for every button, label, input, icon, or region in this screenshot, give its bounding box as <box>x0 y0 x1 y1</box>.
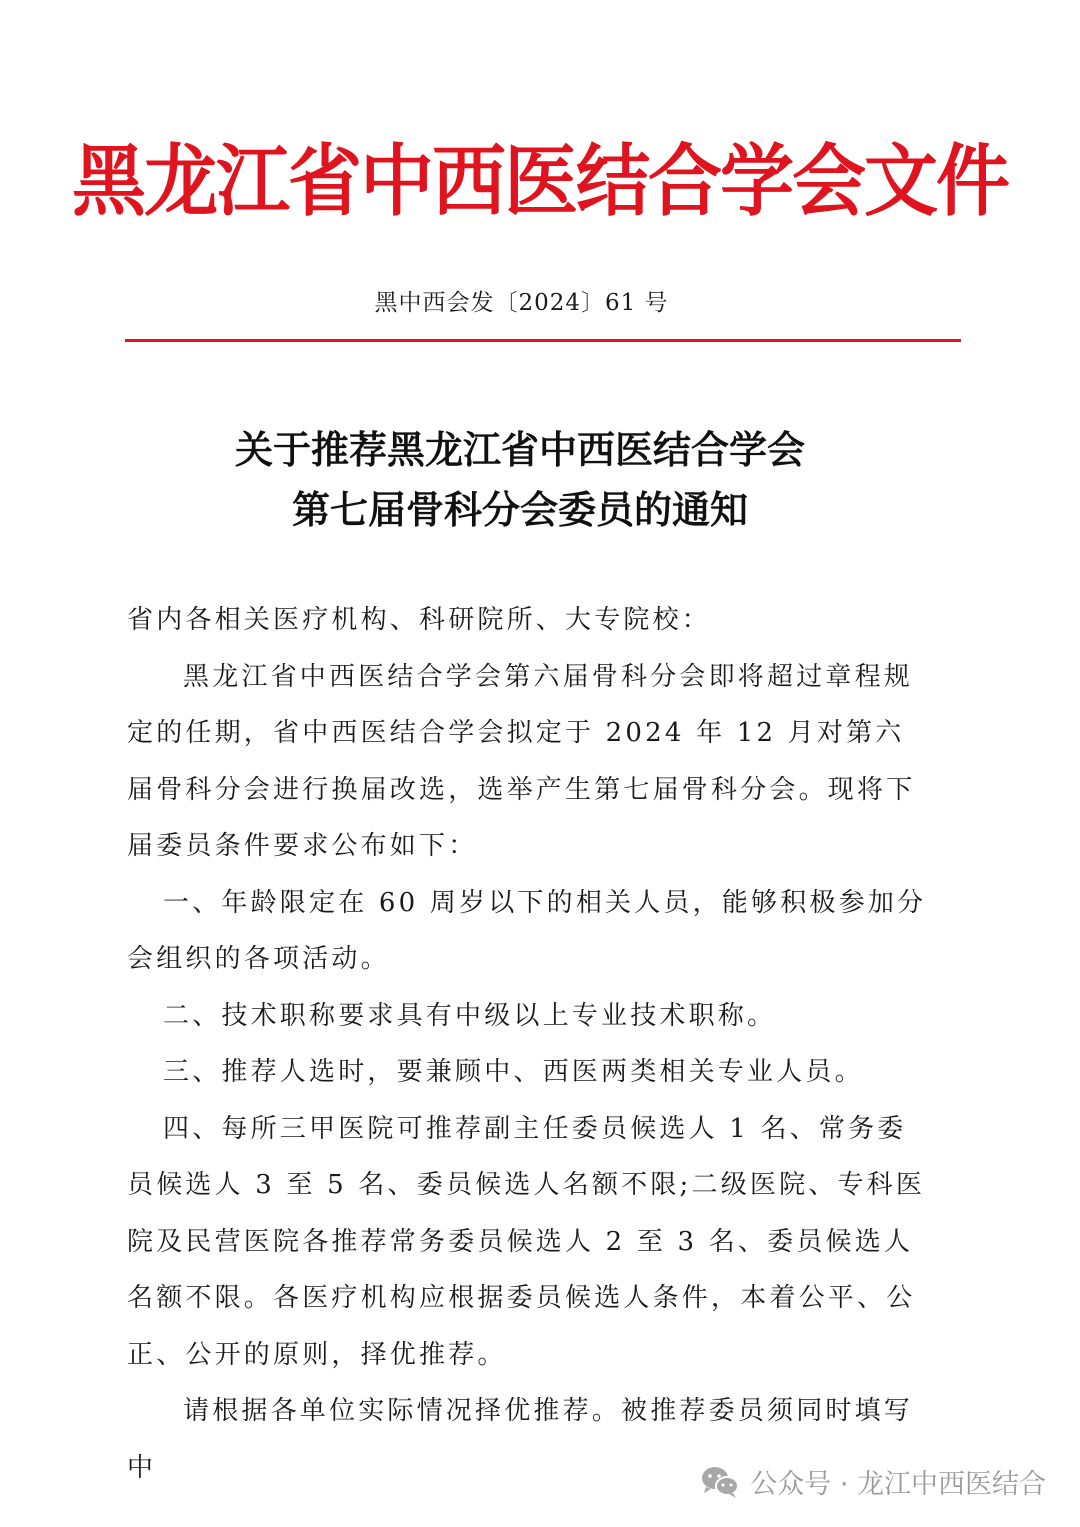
recipients-line: 省内各相关医疗机构、科研院所、大专院校： <box>127 605 712 635</box>
body-paragraph-closing: 请根据各单位实际情况择优推荐。被推荐委员须同时填写中 <box>127 1396 914 1483</box>
org-document-header: 黑龙江省中西医结合学会文件 <box>72 136 1008 228</box>
requirement-item-4: 四、每所三甲医院可推荐副主任委员候选人 1 名、常务委员候选人 3 至 5 名、委员候选人名额不限;二级医院、专科医院及民营医院各推荐常务委员候选人 2 至 3 名、委员候选人名额不限。各医疗机构应根据委员候选人条件，本着公平、公正、公开的原则，择优推荐。 <box>127 1113 926 1370</box>
notice-title-line-2: 第七届骨科分会委员的通知 <box>291 488 748 532</box>
wechat-watermark <box>700 1462 1046 1501</box>
red-divider-line <box>125 339 961 342</box>
watermark-text: 公众号 · 龙江中西医结合 <box>750 1469 1046 1500</box>
notice-title-line-1: 关于推荐黑龙江省中西医结合学会 <box>234 428 805 472</box>
requirement-item-3: 三、推荐人选时，要兼顾中、西医两类相关专业人员。 <box>163 1057 864 1087</box>
body-paragraph-intro: 黑龙江省中西医结合学会第六届骨科分会即将超过章程规定的任期，省中西医结合学会拟定于 2024 年 12 月对第六届骨科分会进行换届改选，选举产生第七届骨科分会。现将下届委员条件要求公布如下： <box>127 661 916 861</box>
document-number: 黑中西会发〔2024〕61 号 <box>374 290 669 316</box>
notice-body <box>127 592 927 1496</box>
wechat-icon <box>700 1465 740 1499</box>
notice-title <box>0 420 1040 540</box>
requirement-item-2: 二、技术职称要求具有中级以上专业技术职称。 <box>163 1000 777 1031</box>
requirement-item-1: 一、年龄限定在 60 周岁以下的相关人员，能够积极参加分会组织的各项活动。 <box>127 887 927 974</box>
